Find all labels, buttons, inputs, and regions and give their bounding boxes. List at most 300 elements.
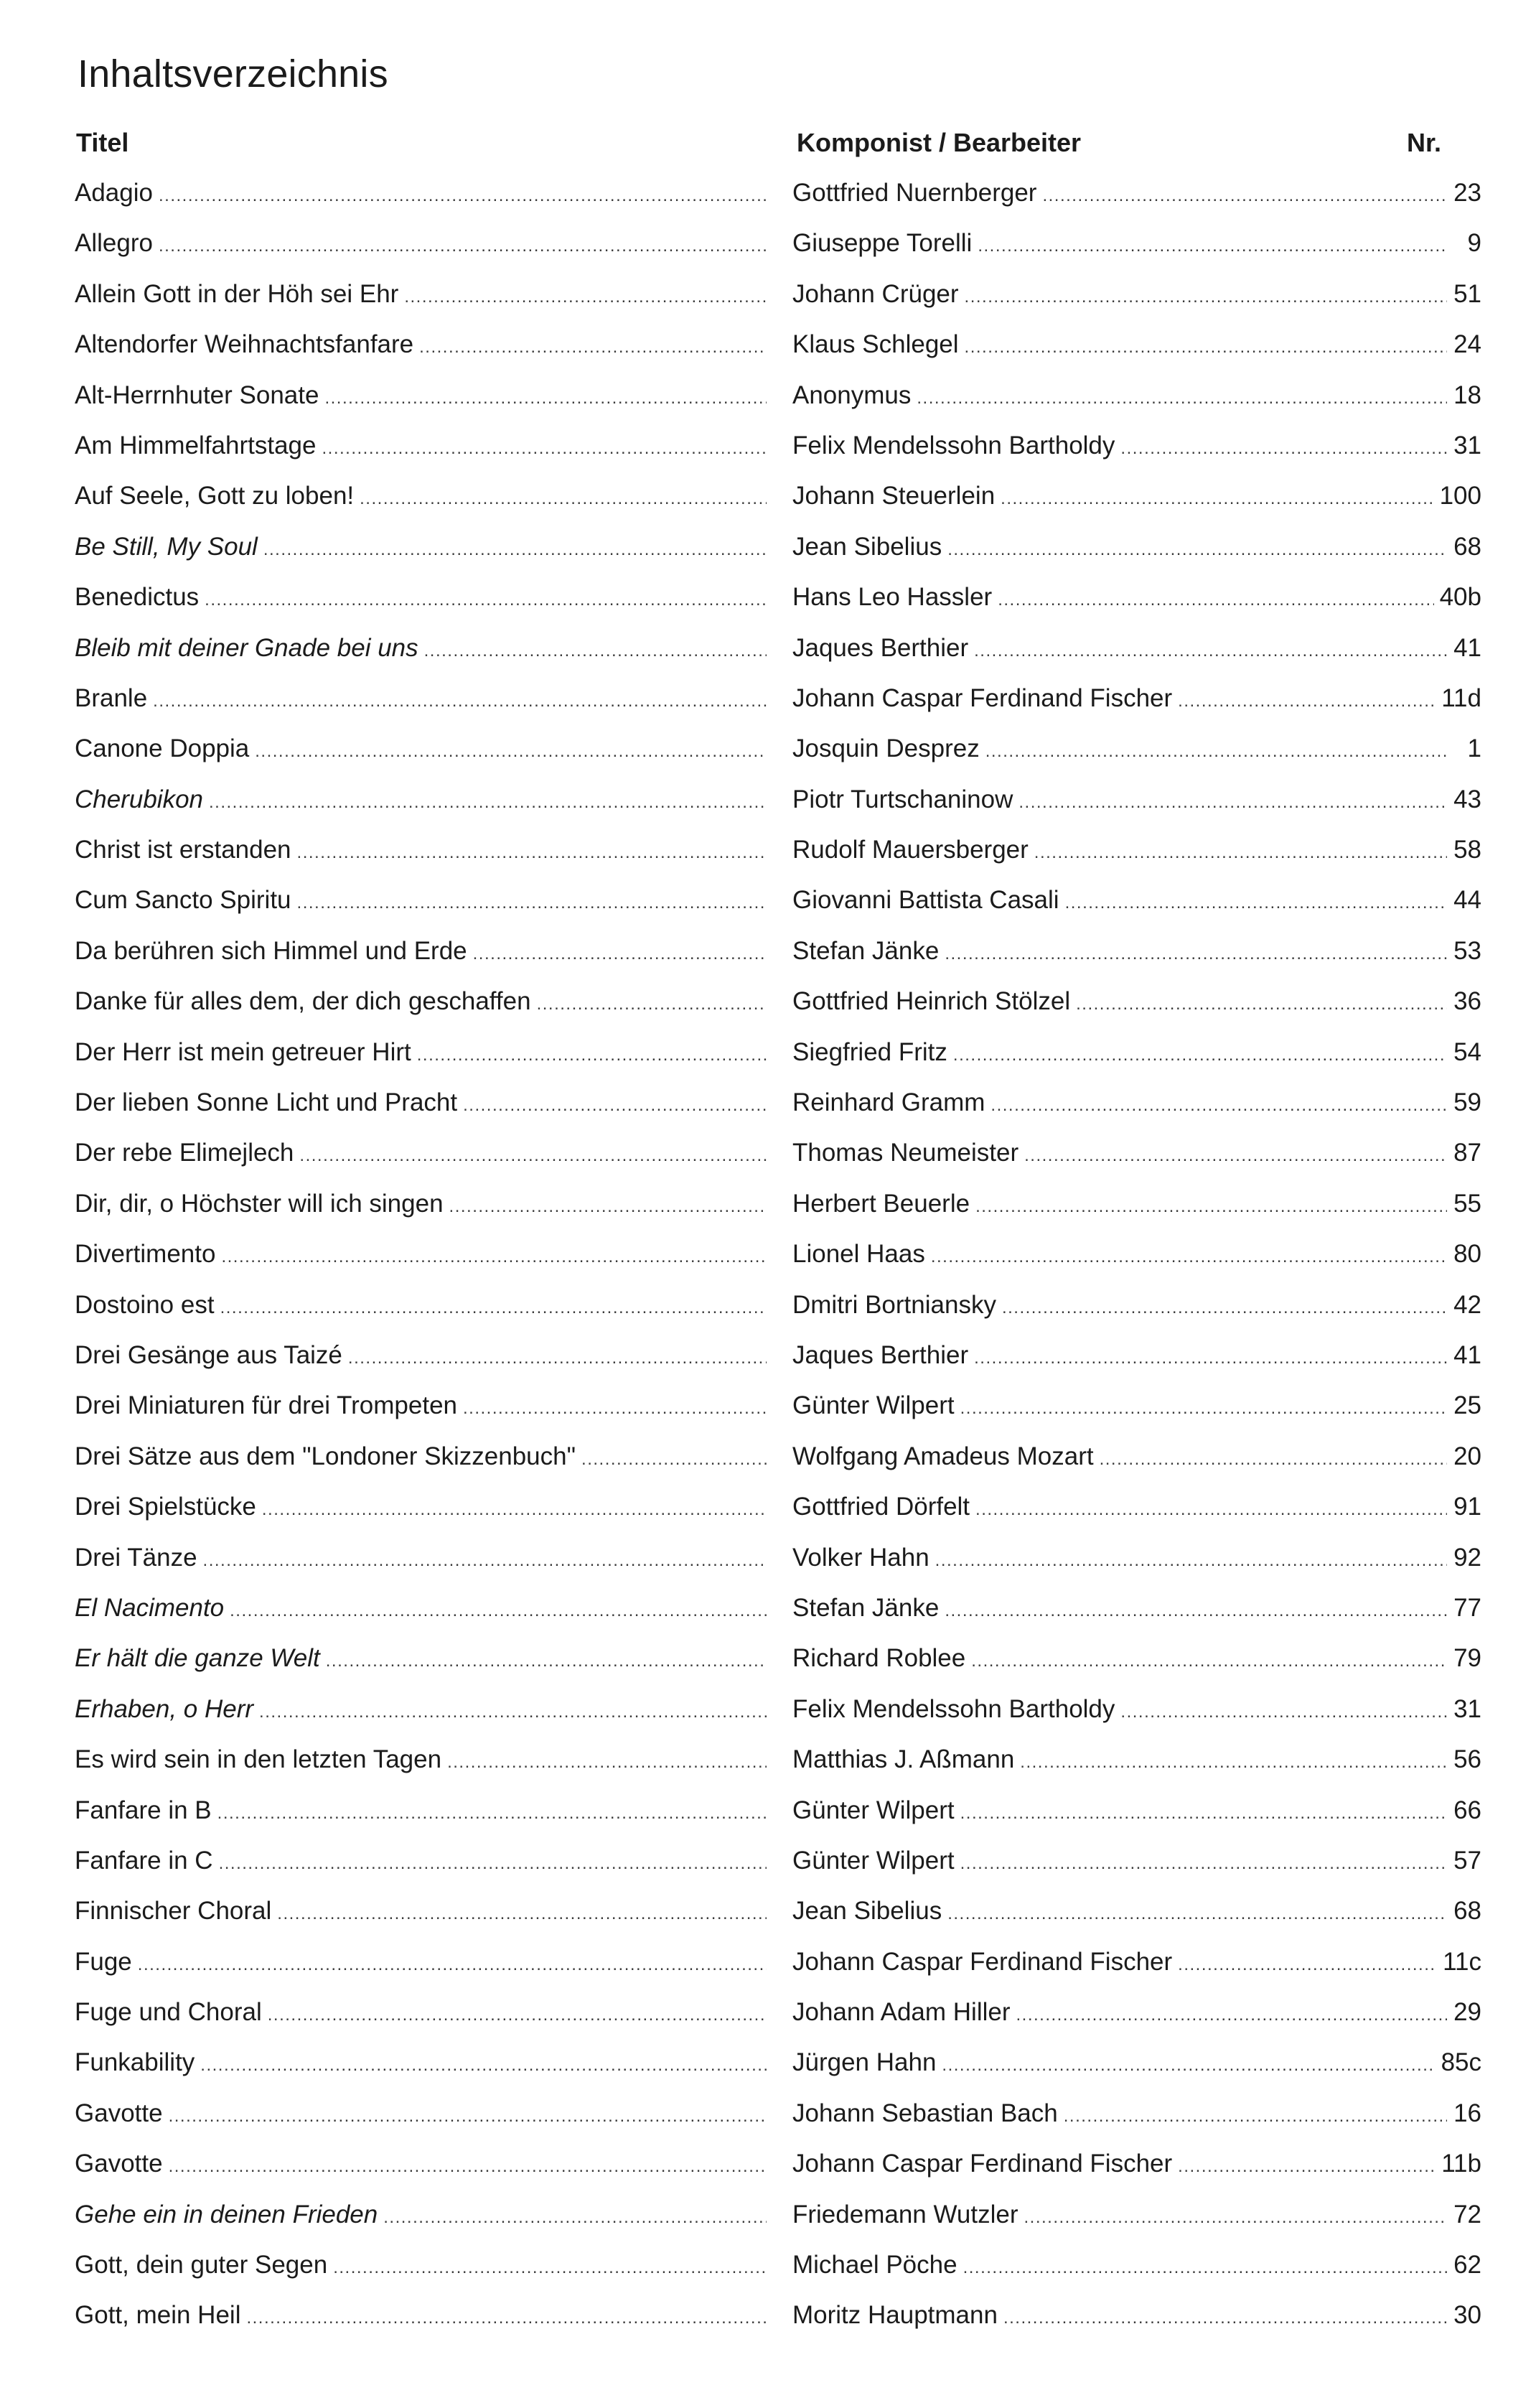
entry-composer-cell: [792, 1486, 1481, 1531]
dot-leader: [947, 529, 1447, 571]
entry-number: 68: [1453, 532, 1481, 561]
entry-composer-cell: [792, 1537, 1481, 1582]
entry-title-cell: [75, 2143, 772, 2188]
entry-composer: Volker Hahn: [792, 1543, 929, 1572]
dot-leader: [263, 529, 767, 571]
dot-leader: [1020, 1742, 1447, 1783]
entry-title-cell: [75, 172, 772, 217]
entry-composer-cell: [792, 425, 1481, 470]
entry-composer: Hans Leo Hassler: [792, 583, 993, 612]
entry-title-cell: [75, 1032, 772, 1076]
entry-title: Funkability: [75, 2048, 195, 2077]
entry-title-cell: [75, 274, 772, 318]
dot-leader: [219, 1843, 767, 1885]
entry-composer-cell: [792, 930, 1481, 975]
dot-leader: [1064, 2096, 1447, 2137]
entry-title: Dostoino est: [75, 1290, 215, 1319]
entry-title: Fanfare in C: [75, 1846, 213, 1875]
entry-title: Allegro: [75, 229, 153, 258]
entry-number: 41: [1453, 1340, 1481, 1369]
dot-leader: [447, 1742, 767, 1783]
entry-title: Drei Spielstücke: [75, 1493, 256, 1521]
entry-title: Allein Gott in der Höh sei Ehr: [75, 279, 399, 308]
dot-leader: [960, 1843, 1447, 1885]
dot-leader: [1076, 984, 1447, 1025]
entry-title-cell: [75, 1183, 772, 1228]
toc-entry: [0, 2194, 1536, 2244]
entry-composer-cell: [792, 172, 1481, 217]
toc-entry: [0, 324, 1536, 374]
entry-number: 51: [1453, 279, 1481, 308]
entry-number: 55: [1453, 1189, 1481, 1218]
entry-title-cell: [75, 425, 772, 470]
entry-composer-cell: [792, 829, 1481, 874]
dot-leader: [209, 782, 767, 823]
entry-composer-cell: [792, 2244, 1481, 2289]
dot-leader: [935, 1540, 1447, 1582]
dot-leader: [449, 1186, 767, 1228]
entry-composer: Johann Caspar Ferdinand Fischer: [792, 683, 1173, 712]
entry-composer: Johann Sebastian Bach: [792, 2099, 1058, 2127]
toc-entry: [0, 728, 1536, 778]
entry-composer: Gottfried Dörfelt: [792, 1493, 970, 1521]
toc-entry: [0, 1436, 1536, 1486]
dot-leader: [1016, 1994, 1448, 2036]
entry-title-cell: [75, 1335, 772, 1379]
entry-title-cell: [75, 879, 772, 924]
toc-entry: [0, 2244, 1536, 2295]
entry-title-cell: [75, 1132, 772, 1177]
entry-number: 11b: [1441, 2150, 1481, 2178]
entry-composer-cell: [792, 1385, 1481, 1429]
entry-composer-cell: [792, 1032, 1481, 1076]
entry-composer-cell: [792, 1587, 1481, 1632]
dot-leader: [1018, 782, 1447, 823]
entry-title-cell: [75, 1790, 772, 1834]
entry-number: 54: [1453, 1037, 1481, 1066]
entry-title: Gavotte: [75, 2150, 163, 2178]
entry-title-cell: [75, 981, 772, 1025]
dot-leader: [268, 1994, 767, 2036]
entry-number: 58: [1453, 836, 1481, 864]
toc-entry: [0, 1132, 1536, 1182]
entry-composer: Giuseppe Torelli: [792, 229, 973, 258]
entry-number: 40b: [1439, 583, 1481, 612]
toc-entry: [0, 1284, 1536, 1335]
dot-leader: [333, 2247, 767, 2289]
toc-entry: [0, 930, 1536, 981]
dot-leader: [297, 882, 767, 924]
dot-leader: [299, 1135, 767, 1177]
toc-entry: [0, 1335, 1536, 1385]
dot-leader: [262, 1489, 767, 1531]
entry-title-cell: [75, 2093, 772, 2137]
entry-composer-cell: [792, 1840, 1481, 1885]
entry-number: 44: [1453, 886, 1481, 915]
entry-composer: Rudolf Mauersberger: [792, 836, 1029, 864]
toc-entry: [0, 223, 1536, 273]
dot-leader: [463, 1085, 767, 1126]
dot-leader: [417, 1035, 767, 1076]
entry-title: Adagio: [75, 179, 153, 207]
entry-title: Canone Doppia: [75, 734, 250, 763]
entry-title: Der rebe Elimejlech: [75, 1139, 294, 1167]
toc-entry: [0, 1992, 1536, 2042]
entry-composer-cell: [792, 1992, 1481, 2036]
entry-composer: Jaques Berthier: [792, 633, 969, 662]
dot-leader: [1002, 1287, 1447, 1329]
entry-title-cell: [75, 324, 772, 368]
entry-composer-cell: [792, 779, 1481, 823]
toc-entry: [0, 627, 1536, 678]
entry-title: El Nacimento: [75, 1593, 225, 1622]
dot-leader: [1024, 2197, 1447, 2239]
toc-entry: [0, 274, 1536, 324]
entry-title-cell: [75, 2295, 772, 2339]
entry-composer: Johann Steuerlein: [792, 482, 996, 510]
entry-number: 57: [1453, 1846, 1481, 1875]
entry-title: Der Herr ist mein getreuer Hirt: [75, 1037, 411, 1066]
dot-leader: [963, 2247, 1447, 2289]
entry-title-cell: [75, 1739, 772, 1783]
dot-leader: [169, 2096, 767, 2137]
column-header-row: [0, 128, 1536, 164]
entry-composer: Jürgen Hahn: [792, 2048, 937, 2077]
entry-composer-cell: [792, 526, 1481, 571]
entry-title: Drei Miniaturen für drei Trompeten: [75, 1391, 457, 1420]
dot-leader: [404, 276, 767, 318]
dot-leader: [230, 1590, 767, 1632]
toc-entry: [0, 375, 1536, 425]
toc-entry: [0, 172, 1536, 223]
entry-composer: Reinhard Gramm: [792, 1088, 985, 1117]
entry-composer-cell: [792, 728, 1481, 773]
column-header-number: Nr.: [1407, 128, 1442, 157]
toc-entry: [0, 1840, 1536, 1890]
entry-composer-cell: [792, 1082, 1481, 1126]
toc-entry: [0, 526, 1536, 577]
entry-composer: Piotr Turtschaninow: [792, 785, 1013, 813]
dot-leader: [945, 933, 1447, 975]
entry-composer-cell: [792, 475, 1481, 520]
entry-number: 16: [1453, 2099, 1481, 2127]
dot-leader: [277, 1893, 767, 1935]
dot-leader: [1178, 2146, 1436, 2188]
dot-leader: [169, 2146, 767, 2188]
entry-title-cell: [75, 829, 772, 874]
entry-composer: Johann Caspar Ferdinand Fischer: [792, 2150, 1173, 2178]
entry-title-cell: [75, 1638, 772, 1682]
entry-number: 79: [1453, 1644, 1481, 1673]
entry-composer: Josquin Desprez: [792, 734, 980, 763]
entry-composer: Günter Wilpert: [792, 1796, 955, 1824]
entry-composer-cell: [792, 274, 1481, 318]
entry-composer-cell: [792, 1284, 1481, 1329]
entry-title-cell: [75, 2042, 772, 2086]
entry-composer-cell: [792, 2042, 1481, 2086]
entry-title: Erhaben, o Herr: [75, 1694, 254, 1723]
entry-title-cell: [75, 627, 772, 672]
entry-number: 59: [1453, 1088, 1481, 1117]
dot-leader: [1034, 832, 1447, 874]
entry-composer: Wolfgang Amadeus Mozart: [792, 1442, 1094, 1470]
entry-title: Branle: [75, 683, 148, 712]
entry-title: Bleib mit deiner Gnade bei uns: [75, 633, 418, 662]
dot-leader: [960, 1388, 1447, 1429]
entry-composer-cell: [792, 2143, 1481, 2188]
entry-composer-cell: [792, 1335, 1481, 1379]
dot-leader: [1178, 681, 1436, 722]
entry-title: Gott, mein Heil: [75, 2301, 241, 2330]
toc-entry: [0, 1486, 1536, 1536]
entry-composer: Siegfried Fritz: [792, 1037, 947, 1066]
entry-composer-cell: [792, 678, 1481, 722]
entry-composer: Gottfried Heinrich Stölzel: [792, 987, 1071, 1016]
entry-number: 1: [1467, 734, 1481, 763]
entry-composer-cell: [792, 375, 1481, 419]
entry-title-cell: [75, 1689, 772, 1733]
dot-leader: [960, 1793, 1447, 1834]
toc-list: [0, 172, 1536, 2346]
entry-title-cell: [75, 1537, 772, 1582]
dot-leader: [424, 630, 767, 672]
entry-composer-cell: [792, 1689, 1481, 1733]
dot-leader: [975, 1186, 1447, 1228]
toc-entry: [0, 1689, 1536, 1739]
entry-title-cell: [75, 678, 772, 722]
entry-title: Alt-Herrnhuter Sonate: [75, 381, 319, 409]
dot-leader: [1178, 1944, 1437, 1986]
entry-composer-cell: [792, 2295, 1481, 2339]
entry-title-cell: [75, 1587, 772, 1632]
entry-composer: Stefan Jänke: [792, 1593, 940, 1622]
entry-number: 77: [1453, 1593, 1481, 1622]
entry-title-cell: [75, 1082, 772, 1126]
dot-leader: [985, 731, 1447, 773]
dot-leader: [998, 579, 1433, 621]
entry-composer: Matthias J. Aßmann: [792, 1745, 1015, 1774]
dot-leader: [581, 1439, 767, 1480]
page-title: Inhaltsverzeichnis: [78, 52, 388, 96]
entry-title-cell: [75, 1233, 772, 1278]
dot-leader: [953, 1035, 1447, 1076]
dot-leader: [971, 1641, 1447, 1682]
entry-title: Gavotte: [75, 2099, 163, 2127]
entry-number: 30: [1453, 2301, 1481, 2330]
entry-title-cell: [75, 1890, 772, 1935]
entry-title: Fanfare in B: [75, 1796, 212, 1824]
entry-title-cell: [75, 1941, 772, 1986]
entry-composer: Stefan Jänke: [792, 936, 940, 965]
entry-composer-cell: [792, 1941, 1481, 1986]
toc-entry: [0, 879, 1536, 930]
toc-entry: [0, 678, 1536, 728]
entry-composer: Friedemann Wutzler: [792, 2200, 1018, 2229]
toc-entry: [0, 1890, 1536, 1941]
entry-title: Altendorfer Weihnachtsfanfare: [75, 330, 414, 359]
entry-number: 36: [1453, 987, 1481, 1016]
entry-title: Danke für alles dem, der dich geschaffen: [75, 987, 531, 1016]
entry-title-cell: [75, 1284, 772, 1329]
dot-leader: [463, 1388, 767, 1429]
entry-number: 100: [1439, 482, 1481, 510]
dot-leader: [159, 225, 767, 267]
dot-leader: [1065, 882, 1447, 924]
entry-number: 31: [1453, 431, 1481, 459]
entry-title: Auf Seele, Gott zu loben!: [75, 482, 355, 510]
entry-title: Er hält die ganze Welt: [75, 1644, 320, 1673]
entry-composer: Johann Crüger: [792, 279, 959, 308]
dot-leader: [537, 984, 767, 1025]
dot-leader: [259, 1691, 767, 1733]
toc-entry: [0, 2295, 1536, 2345]
dot-leader: [1100, 1439, 1447, 1480]
dot-leader: [324, 378, 767, 419]
entry-number: 43: [1453, 785, 1481, 813]
toc-entry: [0, 1385, 1536, 1435]
dot-leader: [255, 731, 767, 773]
dot-leader: [1024, 1135, 1447, 1177]
entry-composer: Günter Wilpert: [792, 1391, 955, 1420]
entry-composer: Gottfried Nuernberger: [792, 179, 1037, 207]
entry-title: Es wird sein in den letzten Tagen: [75, 1745, 442, 1774]
entry-number: 42: [1453, 1290, 1481, 1319]
dot-leader: [1120, 1691, 1447, 1733]
entry-composer-cell: [792, 1739, 1481, 1783]
entry-title: Gott, dein guter Segen: [75, 2251, 328, 2279]
dot-leader: [205, 579, 767, 621]
entry-composer: Lionel Haas: [792, 1240, 925, 1269]
entry-composer: Giovanni Battista Casali: [792, 886, 1059, 915]
entry-title: Fuge und Choral: [75, 1998, 262, 2027]
dot-leader: [159, 175, 767, 217]
toc-entry: [0, 1638, 1536, 1688]
entry-composer-cell: [792, 1790, 1481, 1834]
entry-composer-cell: [792, 577, 1481, 621]
entry-title-cell: [75, 577, 772, 621]
entry-composer: Richard Roblee: [792, 1644, 966, 1673]
dot-leader: [348, 1338, 767, 1379]
toc-entry: [0, 1941, 1536, 1992]
entry-title-cell: [75, 930, 772, 975]
entry-title-cell: [75, 1840, 772, 1885]
entry-composer: Jean Sibelius: [792, 1897, 942, 1926]
dot-leader: [473, 933, 767, 975]
toc-entry: [0, 779, 1536, 829]
entry-title: Christ ist erstanden: [75, 836, 291, 864]
dot-leader: [1003, 2297, 1447, 2339]
entry-title: Drei Gesänge aus Taizé: [75, 1340, 342, 1369]
entry-composer-cell: [792, 2194, 1481, 2239]
dot-leader: [221, 1236, 767, 1278]
entry-number: 80: [1453, 1240, 1481, 1269]
entry-number: 18: [1453, 381, 1481, 409]
dot-leader: [931, 1236, 1447, 1278]
entry-title: Cherubikon: [75, 785, 203, 813]
dot-leader: [138, 1944, 767, 1986]
entry-number: 53: [1453, 936, 1481, 965]
column-header-composer: Komponist / Bearbeiter: [797, 128, 1082, 157]
entry-title-cell: [75, 2244, 772, 2289]
entry-number: 72: [1453, 2200, 1481, 2229]
entry-title: Be Still, My Soul: [75, 532, 258, 561]
toc-entry: [0, 829, 1536, 879]
entry-number: 23: [1453, 179, 1481, 207]
toc-entry: [0, 475, 1536, 526]
dot-leader: [974, 1338, 1447, 1379]
dot-leader: [217, 1793, 767, 1834]
dot-leader: [974, 630, 1447, 672]
entry-title: Fuge: [75, 1947, 132, 1976]
entry-title: Dir, dir, o Höchster will ich singen: [75, 1189, 444, 1218]
entry-number: 31: [1453, 1694, 1481, 1723]
entry-composer: Felix Mendelssohn Bartholdy: [792, 431, 1115, 459]
entry-number: 91: [1453, 1493, 1481, 1521]
entry-composer-cell: [792, 879, 1481, 924]
toc-entry: [0, 1082, 1536, 1132]
entry-composer: Johann Adam Hiller: [792, 1998, 1011, 2027]
dot-leader: [945, 1590, 1447, 1632]
dot-leader: [965, 327, 1447, 368]
entry-number: 87: [1453, 1139, 1481, 1167]
dot-leader: [203, 1540, 767, 1582]
entry-title-cell: [75, 779, 772, 823]
entry-composer: Klaus Schlegel: [792, 330, 959, 359]
entry-composer: Johann Caspar Ferdinand Fischer: [792, 1947, 1173, 1976]
dot-leader: [246, 2297, 767, 2339]
entry-composer: Jean Sibelius: [792, 532, 942, 561]
dot-leader: [326, 1641, 767, 1682]
dot-leader: [322, 428, 767, 470]
entry-number: 29: [1453, 1998, 1481, 2027]
dot-leader: [917, 378, 1447, 419]
dot-leader: [1120, 428, 1447, 470]
entry-title-cell: [75, 526, 772, 571]
dot-leader: [360, 478, 767, 520]
entry-title: Drei Tänze: [75, 1543, 197, 1572]
entry-title: Da berühren sich Himmel und Erde: [75, 936, 467, 965]
entry-title: Drei Sätze aus dem "Londoner Skizzenbuch": [75, 1442, 576, 1470]
entry-title-cell: [75, 1992, 772, 2036]
dot-leader: [965, 276, 1447, 318]
entry-title-cell: [75, 1436, 772, 1480]
entry-composer-cell: [792, 1132, 1481, 1177]
entry-number: 66: [1453, 1796, 1481, 1824]
dot-leader: [947, 1893, 1447, 1935]
entry-composer-cell: [792, 324, 1481, 368]
dot-leader: [1001, 478, 1433, 520]
entry-number: 92: [1453, 1543, 1481, 1572]
entry-title: Am Himmelfahrtstage: [75, 431, 317, 459]
entry-composer-cell: [792, 223, 1481, 267]
entry-composer: Moritz Hauptmann: [792, 2301, 998, 2330]
dot-leader: [200, 2045, 767, 2086]
entry-number: 11c: [1443, 1947, 1481, 1976]
column-header-title: Titel: [76, 128, 129, 157]
entry-composer: Anonymus: [792, 381, 912, 409]
toc-entry: [0, 1032, 1536, 1082]
entry-composer: Herbert Beuerle: [792, 1189, 970, 1218]
dot-leader: [942, 2045, 1435, 2086]
entry-composer-cell: [792, 2093, 1481, 2137]
entry-composer: Felix Mendelssohn Bartholdy: [792, 1694, 1115, 1723]
entry-number: 85c: [1441, 2048, 1481, 2077]
toc-entry: [0, 2042, 1536, 2092]
entry-number: 68: [1453, 1897, 1481, 1926]
entry-title-cell: [75, 1486, 772, 1531]
dot-leader: [419, 327, 767, 368]
toc-entry: [0, 1587, 1536, 1638]
